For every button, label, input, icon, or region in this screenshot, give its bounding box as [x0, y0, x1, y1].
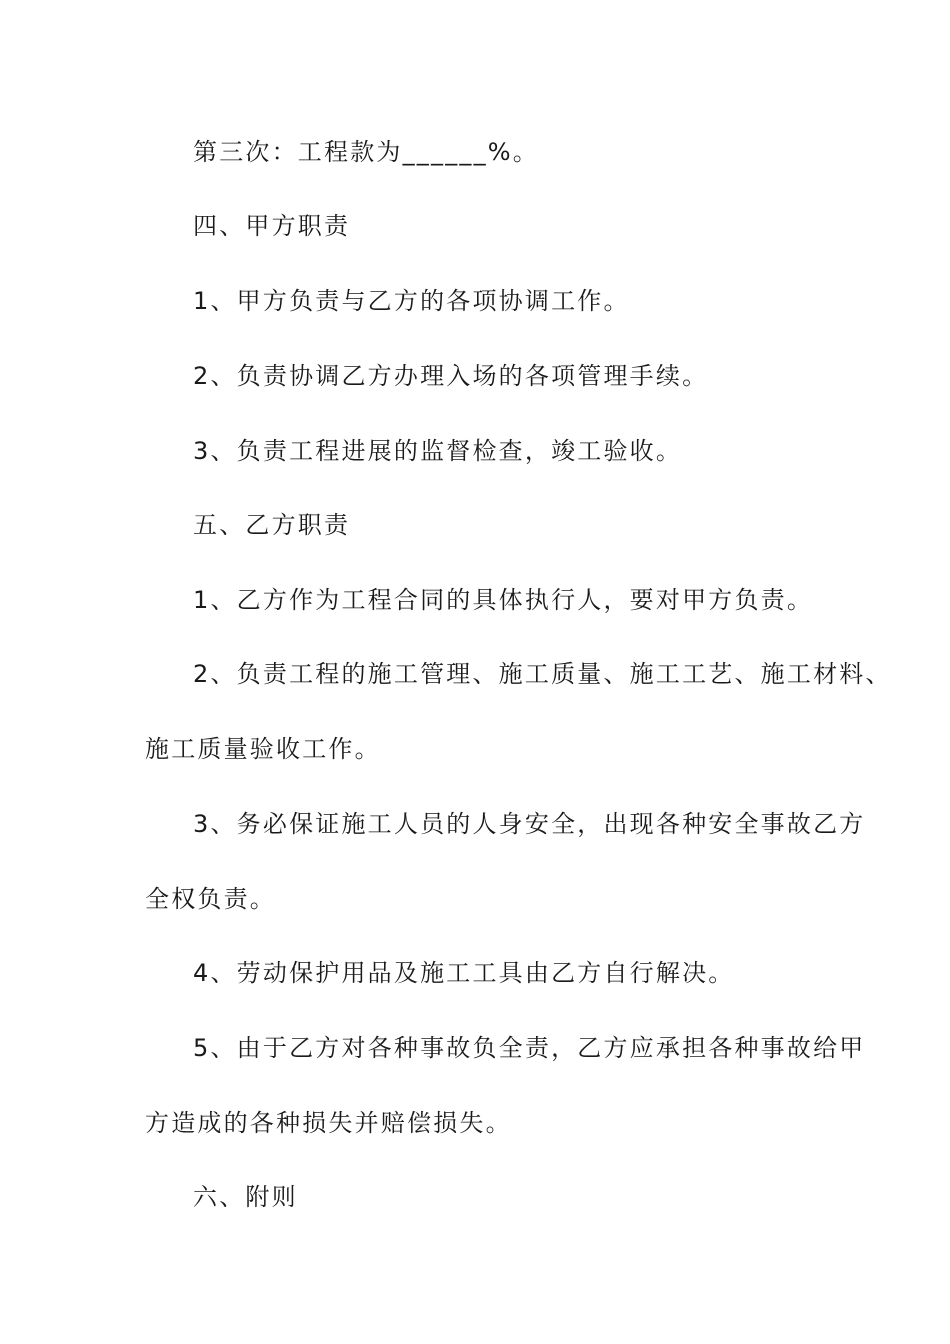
party-b-duty-2-line-1: 2、负责工程的施工管理、施工质量、施工工艺、施工材料、: [193, 660, 892, 688]
party-a-duty-3: 3、负责工程进展的监督检查，竣工验收。: [193, 437, 683, 465]
party-b-duty-5-line-2: 方造成的各种损失并赔偿损失。: [145, 1109, 512, 1137]
party-a-duty-2: 2、负责协调乙方办理入场的各项管理手续。: [193, 362, 709, 390]
party-b-duty-3-line-2: 全权负责。: [145, 885, 276, 913]
section-heading-party-b-duties: 五、乙方职责: [193, 511, 351, 539]
party-b-duty-5-line-1: 5、由于乙方对各种事故负全责，乙方应承担各种事故给甲: [193, 1034, 866, 1062]
party-a-duty-1: 1、甲方负责与乙方的各项协调工作。: [193, 287, 630, 315]
payment-third-installment: 第三次：工程款为______%。: [193, 138, 540, 166]
party-b-duty-2-line-2: 施工质量验收工作。: [145, 735, 381, 763]
party-b-duty-3-line-1: 3、务必保证施工人员的人身安全，出现各种安全事故乙方: [193, 810, 866, 838]
section-heading-supplementary: 六、附则: [193, 1183, 298, 1211]
party-b-duty-4: 4、劳动保护用品及施工工具由乙方自行解决。: [193, 959, 735, 987]
party-b-duty-1: 1、乙方作为工程合同的具体执行人，要对甲方负责。: [193, 586, 814, 614]
section-heading-party-a-duties: 四、甲方职责: [193, 212, 351, 240]
